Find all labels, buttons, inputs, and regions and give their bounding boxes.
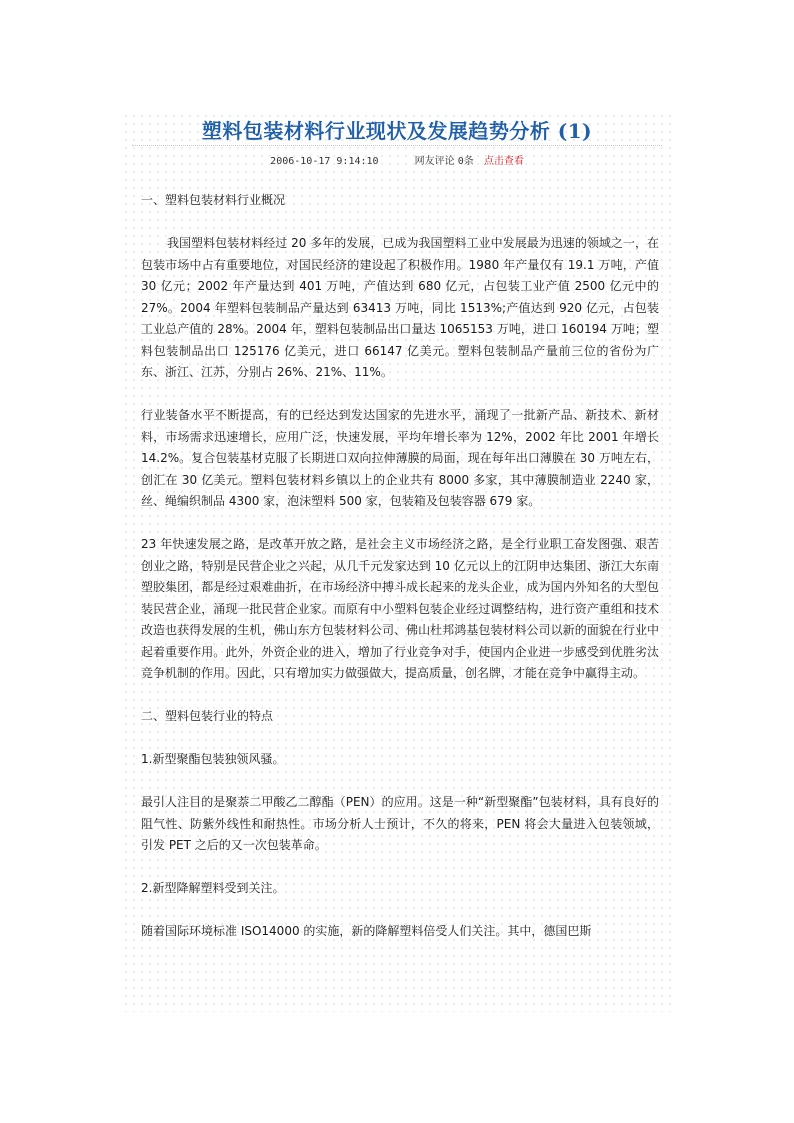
article-meta bbox=[122, 152, 672, 167]
paragraph-industry-overview: 我国塑料包装材料经过 20 多年的发展，已成为我国塑料工业中发展最为迅速的领域之一，在包装市场中占有重要地位，对国民经济的建设起了积极作用。1980 年产量仅有 19.1 万吨，产值 30 亿元；2002 年产量达到 401 万吨，产值达到 680 亿元，占包装工业产值 2500 亿元中的 27%。2004 年塑料包装制品产量达到 63413 万吨，同比 1513%;产值达到 920 亿元，占包装工业总产值的 28%。2004 年，塑料包装制品出口量达 1065153 万吨，进口 160194 万吨；塑料包装制品出口 125176 亿美元，进口 66147 亿美元。塑料包装制品产量前三位的省份为广东、浙江、江苏，分别占 26%、21%、11%。 bbox=[141, 236, 659, 379]
subheading-new-polyester: 1.新型聚酯包装独领风骚。 bbox=[141, 752, 285, 766]
article-container bbox=[122, 112, 672, 1012]
comments-count: 0 bbox=[457, 156, 464, 167]
comments-unit: 条 bbox=[463, 156, 474, 167]
article-title: 塑料包装材料行业现状及发展趋势分析 (1) bbox=[201, 119, 593, 143]
paragraph-equipment-level: 行业装备水平不断提高，有的已经达到发达国家的先进水平，涌现了一批新产品、新技术、新材料，市场需求迅速增长，应用广泛，快速发展，平均年增长率为 12%，2002 年比 2001 年增长 14.2%。复合包装基材克服了长期进口双向拉伸薄膜的局面，现在每年出口薄膜在 30 万吨左右，创汇在 30 亿美元。塑料包装材料乡镇以上的企业共有 8000 多家，其中薄膜制造业 2240 家，丝、绳编织制品 4300 家，泡沫塑料 500 家，包装箱及包装容器 679 家。 bbox=[141, 408, 659, 508]
view-comments-link[interactable]: 点击查看 bbox=[483, 156, 524, 167]
subheading-degradable-plastics: 2.新型降解塑料受到关注。 bbox=[141, 881, 285, 895]
paragraph-development-path: 23 年快速发展之路，是改革开放之路，是社会主义市场经济之路，是全行业职工奋发图强、艰苦创业之路，特别是民营企业之兴起，从几千元发家达到 10 亿元以上的江阴申达集团、浙江大东南塑胶集团，都是经过艰难曲折，在市场经济中搏斗成长起来的龙头企业，成为国内外知名的大型包装民营企业，涌现一批民营企业家。而原有中小塑料包装企业经过调整结构，进行资产重组和技术改造也获得发展的生机，佛山东方包装材料公司、佛山杜邦鸿基包装材料公司以新的面貌在行业中起着重要作用。此外，外资企业的进入，增加了行业竞争对手，使国内企业进一步感受到优胜劣汰竞争机制的作用。因此，只有增加实力做强做大，提高质量，创名牌，才能在竞争中赢得主动。 bbox=[141, 537, 659, 680]
title-divider bbox=[132, 145, 662, 146]
paragraph-pen: 最引人注目的是聚萘二甲酸乙二醇酯（PEN）的应用。这是一种“新型聚酯”包装材料，具有良好的阻气性、防紫外线性和耐热性。市场分析人士预计，不久的将来，PEN 将会大量进入包装领域，引发 PET 之后的又一次包装革命。 bbox=[141, 795, 659, 852]
section-heading-overview: 一、塑料包装材料行业概况 bbox=[141, 193, 286, 207]
article-body bbox=[141, 190, 659, 964]
paragraph-iso14000: 随着国际环境标准 ISO14000 的实施，新的降解塑料倍受人们关注。其中，德国巴斯 bbox=[141, 924, 592, 938]
comments-info bbox=[415, 156, 474, 167]
section-heading-features: 二、塑料包装行业的特点 bbox=[141, 709, 274, 723]
comments-label: 网友评论 bbox=[414, 156, 455, 167]
publish-date: 2006-10-17 9:14:10 bbox=[270, 156, 379, 167]
